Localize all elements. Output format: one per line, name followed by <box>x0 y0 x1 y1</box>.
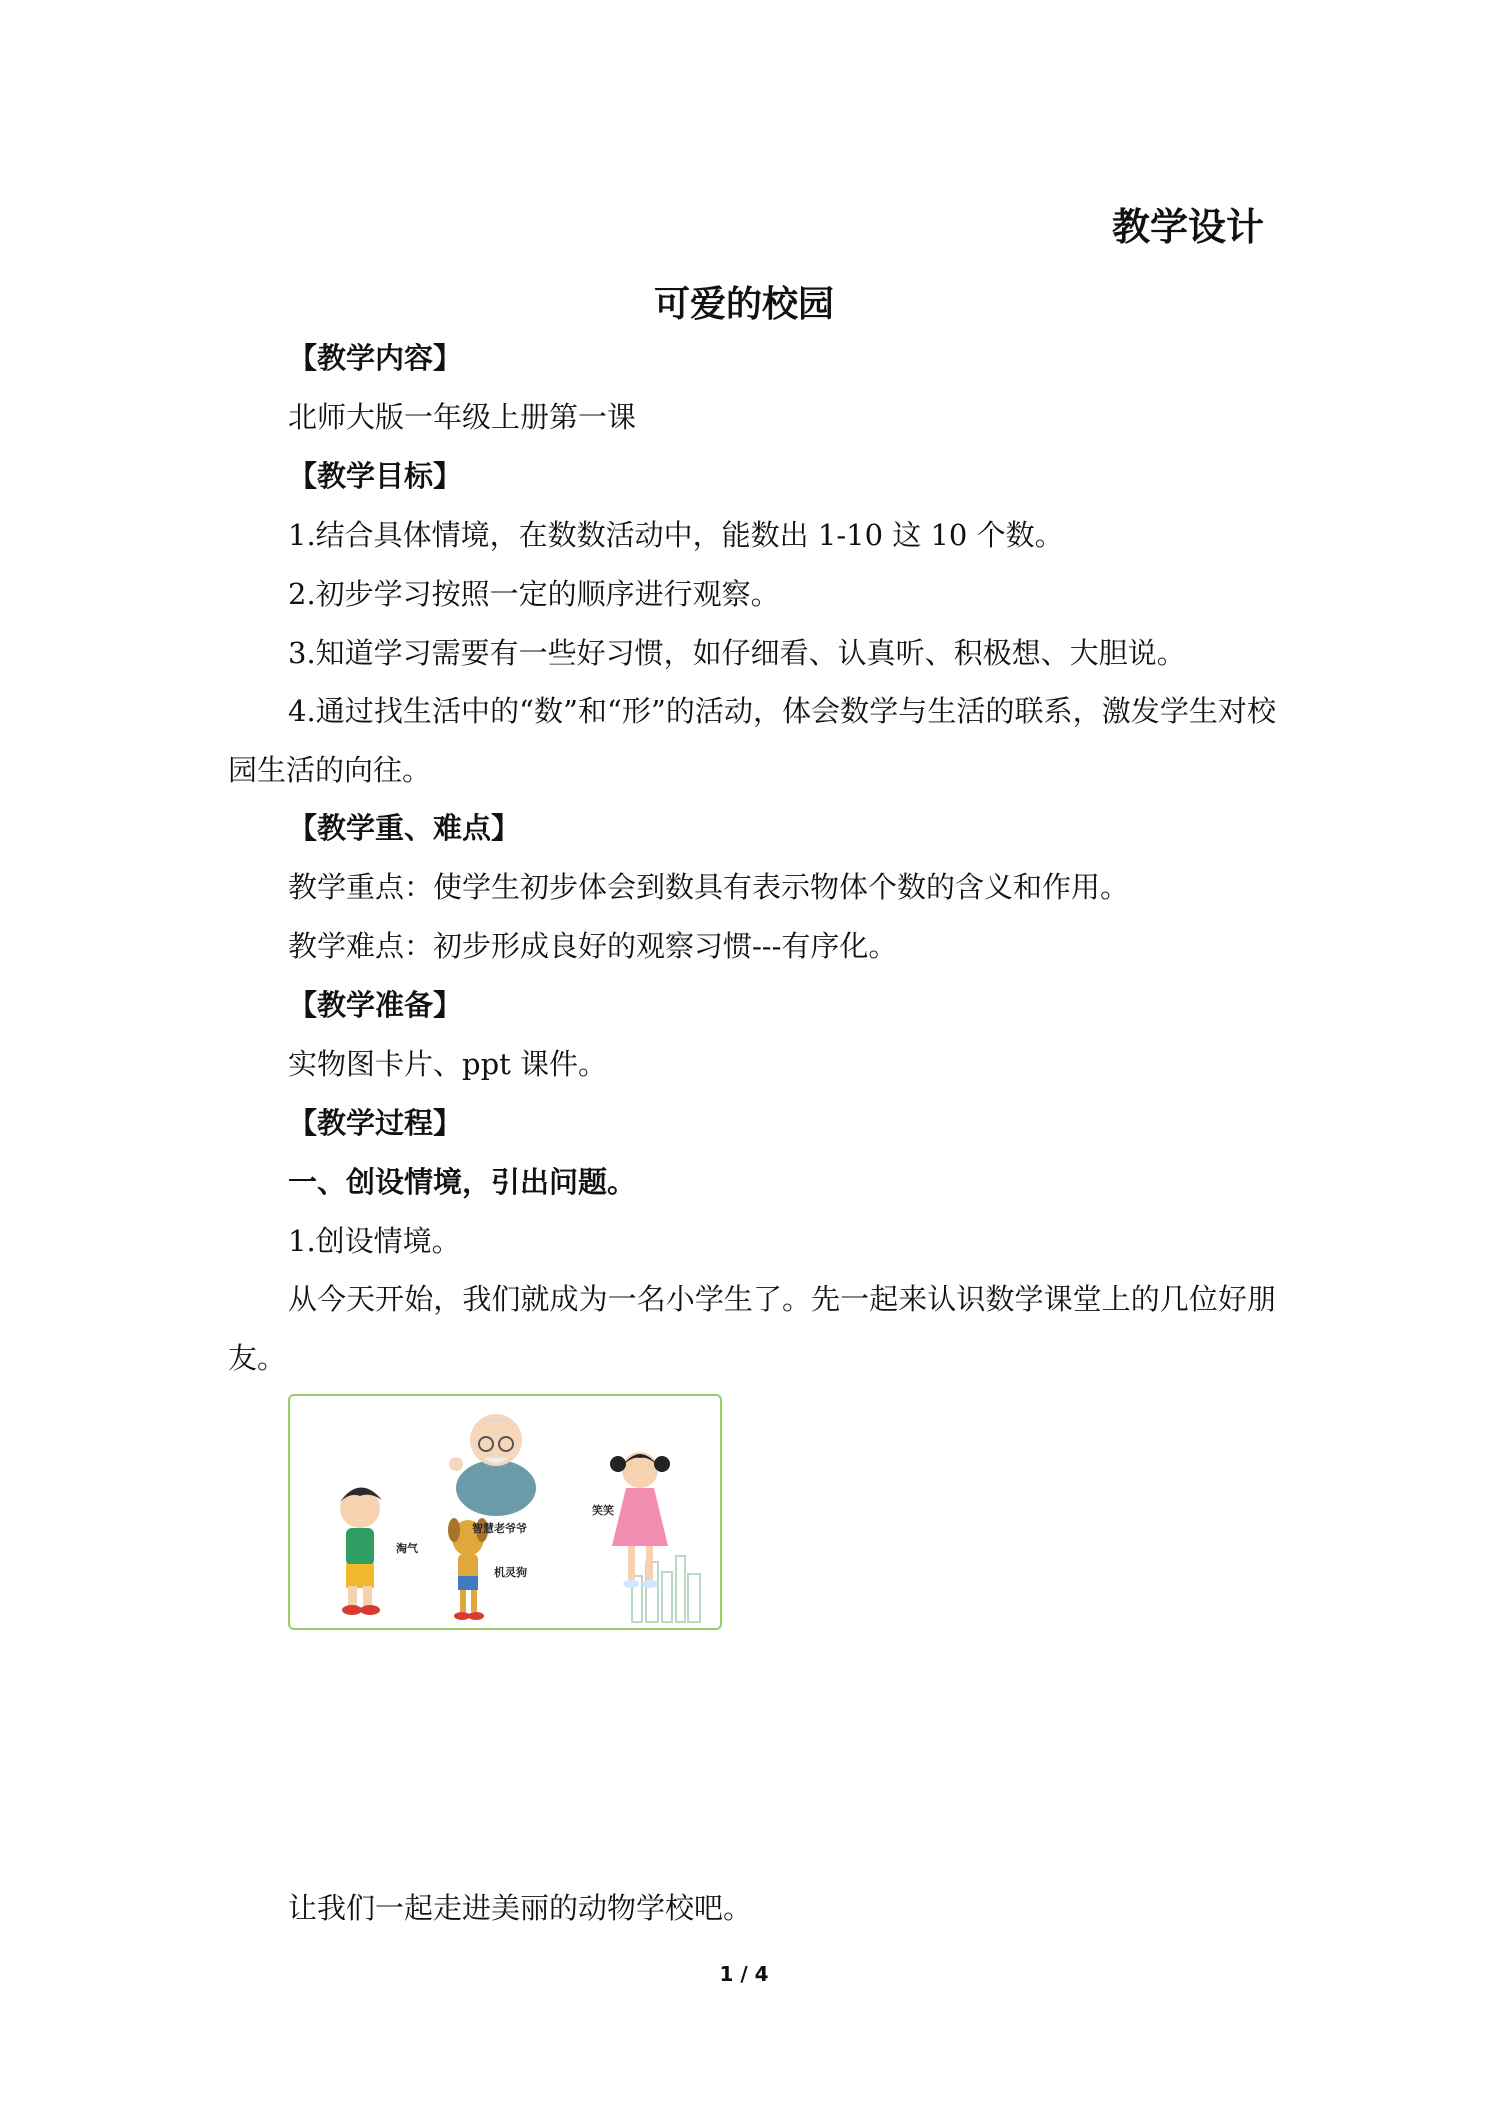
preparation-text: 实物图卡片、ppt 课件。 <box>288 1047 608 1081</box>
boy-character-icon <box>340 1487 382 1615</box>
section-heading-preparation: 【教学准备】 <box>288 988 463 1022</box>
characters-illustration-art <box>290 1396 720 1628</box>
closing-paragraph: 让我们一起走进美丽的动物学校吧。 <box>288 1891 753 1925</box>
label-taoqi: 淘气 <box>396 1542 418 1555</box>
label-grandpa: 智慧老爷爷 <box>472 1522 527 1535</box>
goal-3: 3.知道学习需要有一些好习惯，如仔细看、认真听、积极想、大胆说。 <box>288 636 1186 670</box>
doc-type-header: 教学设计 <box>1111 205 1264 249</box>
step-1-paragraph: 从今天开始，我们就成为一名小学生了。先一起来认识数学课堂上的几位好朋友。 <box>228 1282 1276 1375</box>
step-1-sub: 1.创设情境。 <box>288 1224 461 1258</box>
step-1-heading: 一、创设情境，引出问题。 <box>288 1165 637 1199</box>
section-heading-process: 【教学过程】 <box>288 1106 463 1140</box>
page-indicator: 1 / 4 <box>719 1962 769 1986</box>
section-heading-key-points: 【教学重、难点】 <box>288 811 521 845</box>
goal-4: 4.通过找生活中的“数”和“形”的活动，体会数学与生活的联系，激发学生对校园生活的向往。 <box>228 694 1276 787</box>
goal-2: 2.初步学习按照一定的顺序进行观察。 <box>288 577 780 611</box>
city-skyline-icon <box>632 1556 700 1622</box>
characters-illustration <box>288 1394 722 1630</box>
page-title: 可爱的校园 <box>653 284 834 325</box>
key-point: 教学重点：使学生初步体会到数具有表示物体个数的含义和作用。 <box>288 870 1130 904</box>
label-dog: 机灵狗 <box>494 1566 527 1579</box>
difficult-point: 教学难点：初步形成良好的观察习惯---有序化。 <box>288 929 898 963</box>
section-heading-content: 【教学内容】 <box>288 341 463 375</box>
grandpa-character-icon <box>449 1414 536 1516</box>
content-text: 北师大版一年级上册第一课 <box>288 400 637 434</box>
girl-character-icon <box>610 1452 670 1588</box>
section-heading-goals: 【教学目标】 <box>288 459 463 493</box>
label-xiaoxiao: 笑笑 <box>592 1504 614 1517</box>
goal-1: 1.结合具体情境，在数数活动中，能数出 1-10 这 10 个数。 <box>288 518 1064 552</box>
